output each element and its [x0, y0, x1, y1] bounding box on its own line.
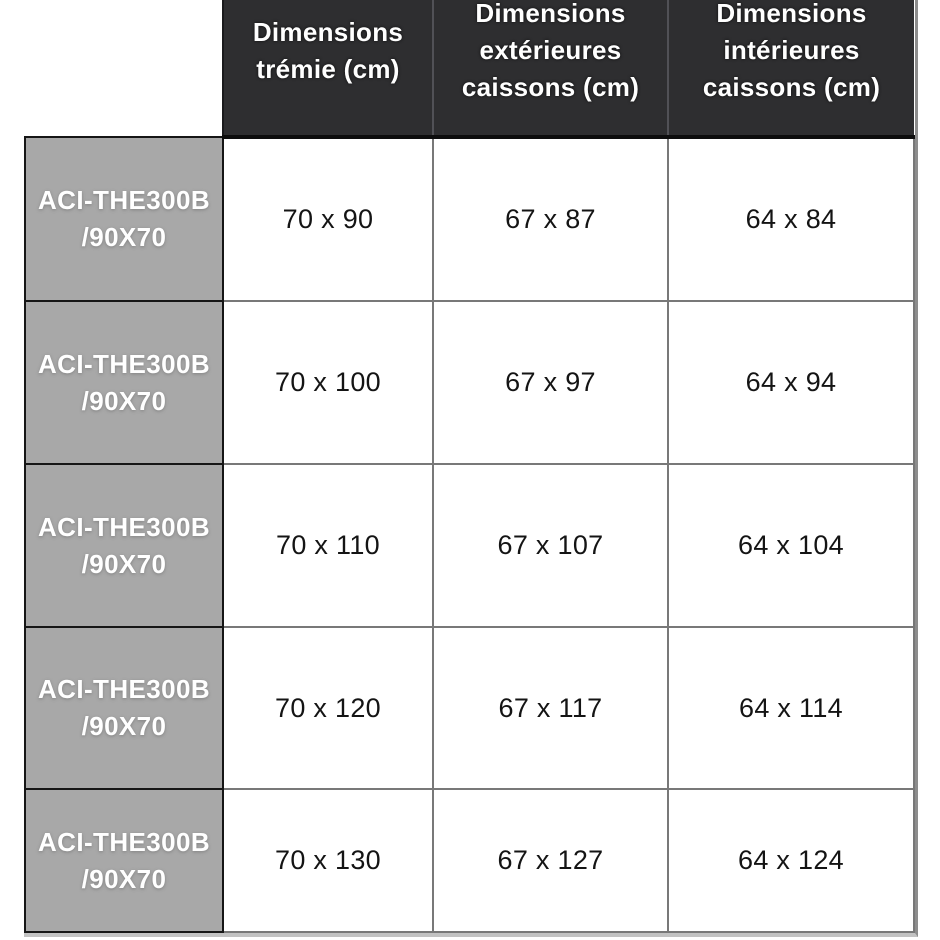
dimensions-table-container [24, 0, 918, 937]
row-header-model: ACI-THE300B /90X70 [25, 464, 223, 627]
cell-exterieures: 67 x 117 [433, 627, 668, 789]
table-header-row [25, 0, 914, 137]
corner-cell [25, 0, 223, 137]
table-row [25, 464, 914, 627]
table-row [25, 137, 914, 301]
row-header-model: ACI-THE300B /90X70 [25, 301, 223, 464]
cell-exterieures: 67 x 97 [433, 301, 668, 464]
cell-exterieures: 67 x 107 [433, 464, 668, 627]
row-header-model: ACI-THE300B /90X70 [25, 627, 223, 789]
cell-interieures: 64 x 124 [668, 789, 914, 932]
cell-tremie: 70 x 100 [223, 301, 433, 464]
table-row [25, 789, 914, 932]
dimensions-table [24, 0, 915, 933]
cell-exterieures: 67 x 127 [433, 789, 668, 932]
row-header-model: ACI-THE300B /90X70 [25, 137, 223, 301]
table-row [25, 301, 914, 464]
cell-interieures: 64 x 114 [668, 627, 914, 789]
cell-interieures: 64 x 104 [668, 464, 914, 627]
column-header-dimensions-interieures: Dimensions intérieures caissons (cm) [668, 0, 914, 137]
column-header-dimensions-tremie: Dimensions trémie (cm) [223, 0, 433, 137]
cell-interieures: 64 x 84 [668, 137, 914, 301]
cell-tremie: 70 x 110 [223, 464, 433, 627]
cell-interieures: 64 x 94 [668, 301, 914, 464]
cell-tremie: 70 x 130 [223, 789, 433, 932]
row-header-model: ACI-THE300B /90X70 [25, 789, 223, 932]
column-header-dimensions-exterieures: Dimensions extérieures caissons (cm) [433, 0, 668, 137]
table-row [25, 627, 914, 789]
cell-tremie: 70 x 90 [223, 137, 433, 301]
cell-exterieures: 67 x 87 [433, 137, 668, 301]
cell-tremie: 70 x 120 [223, 627, 433, 789]
